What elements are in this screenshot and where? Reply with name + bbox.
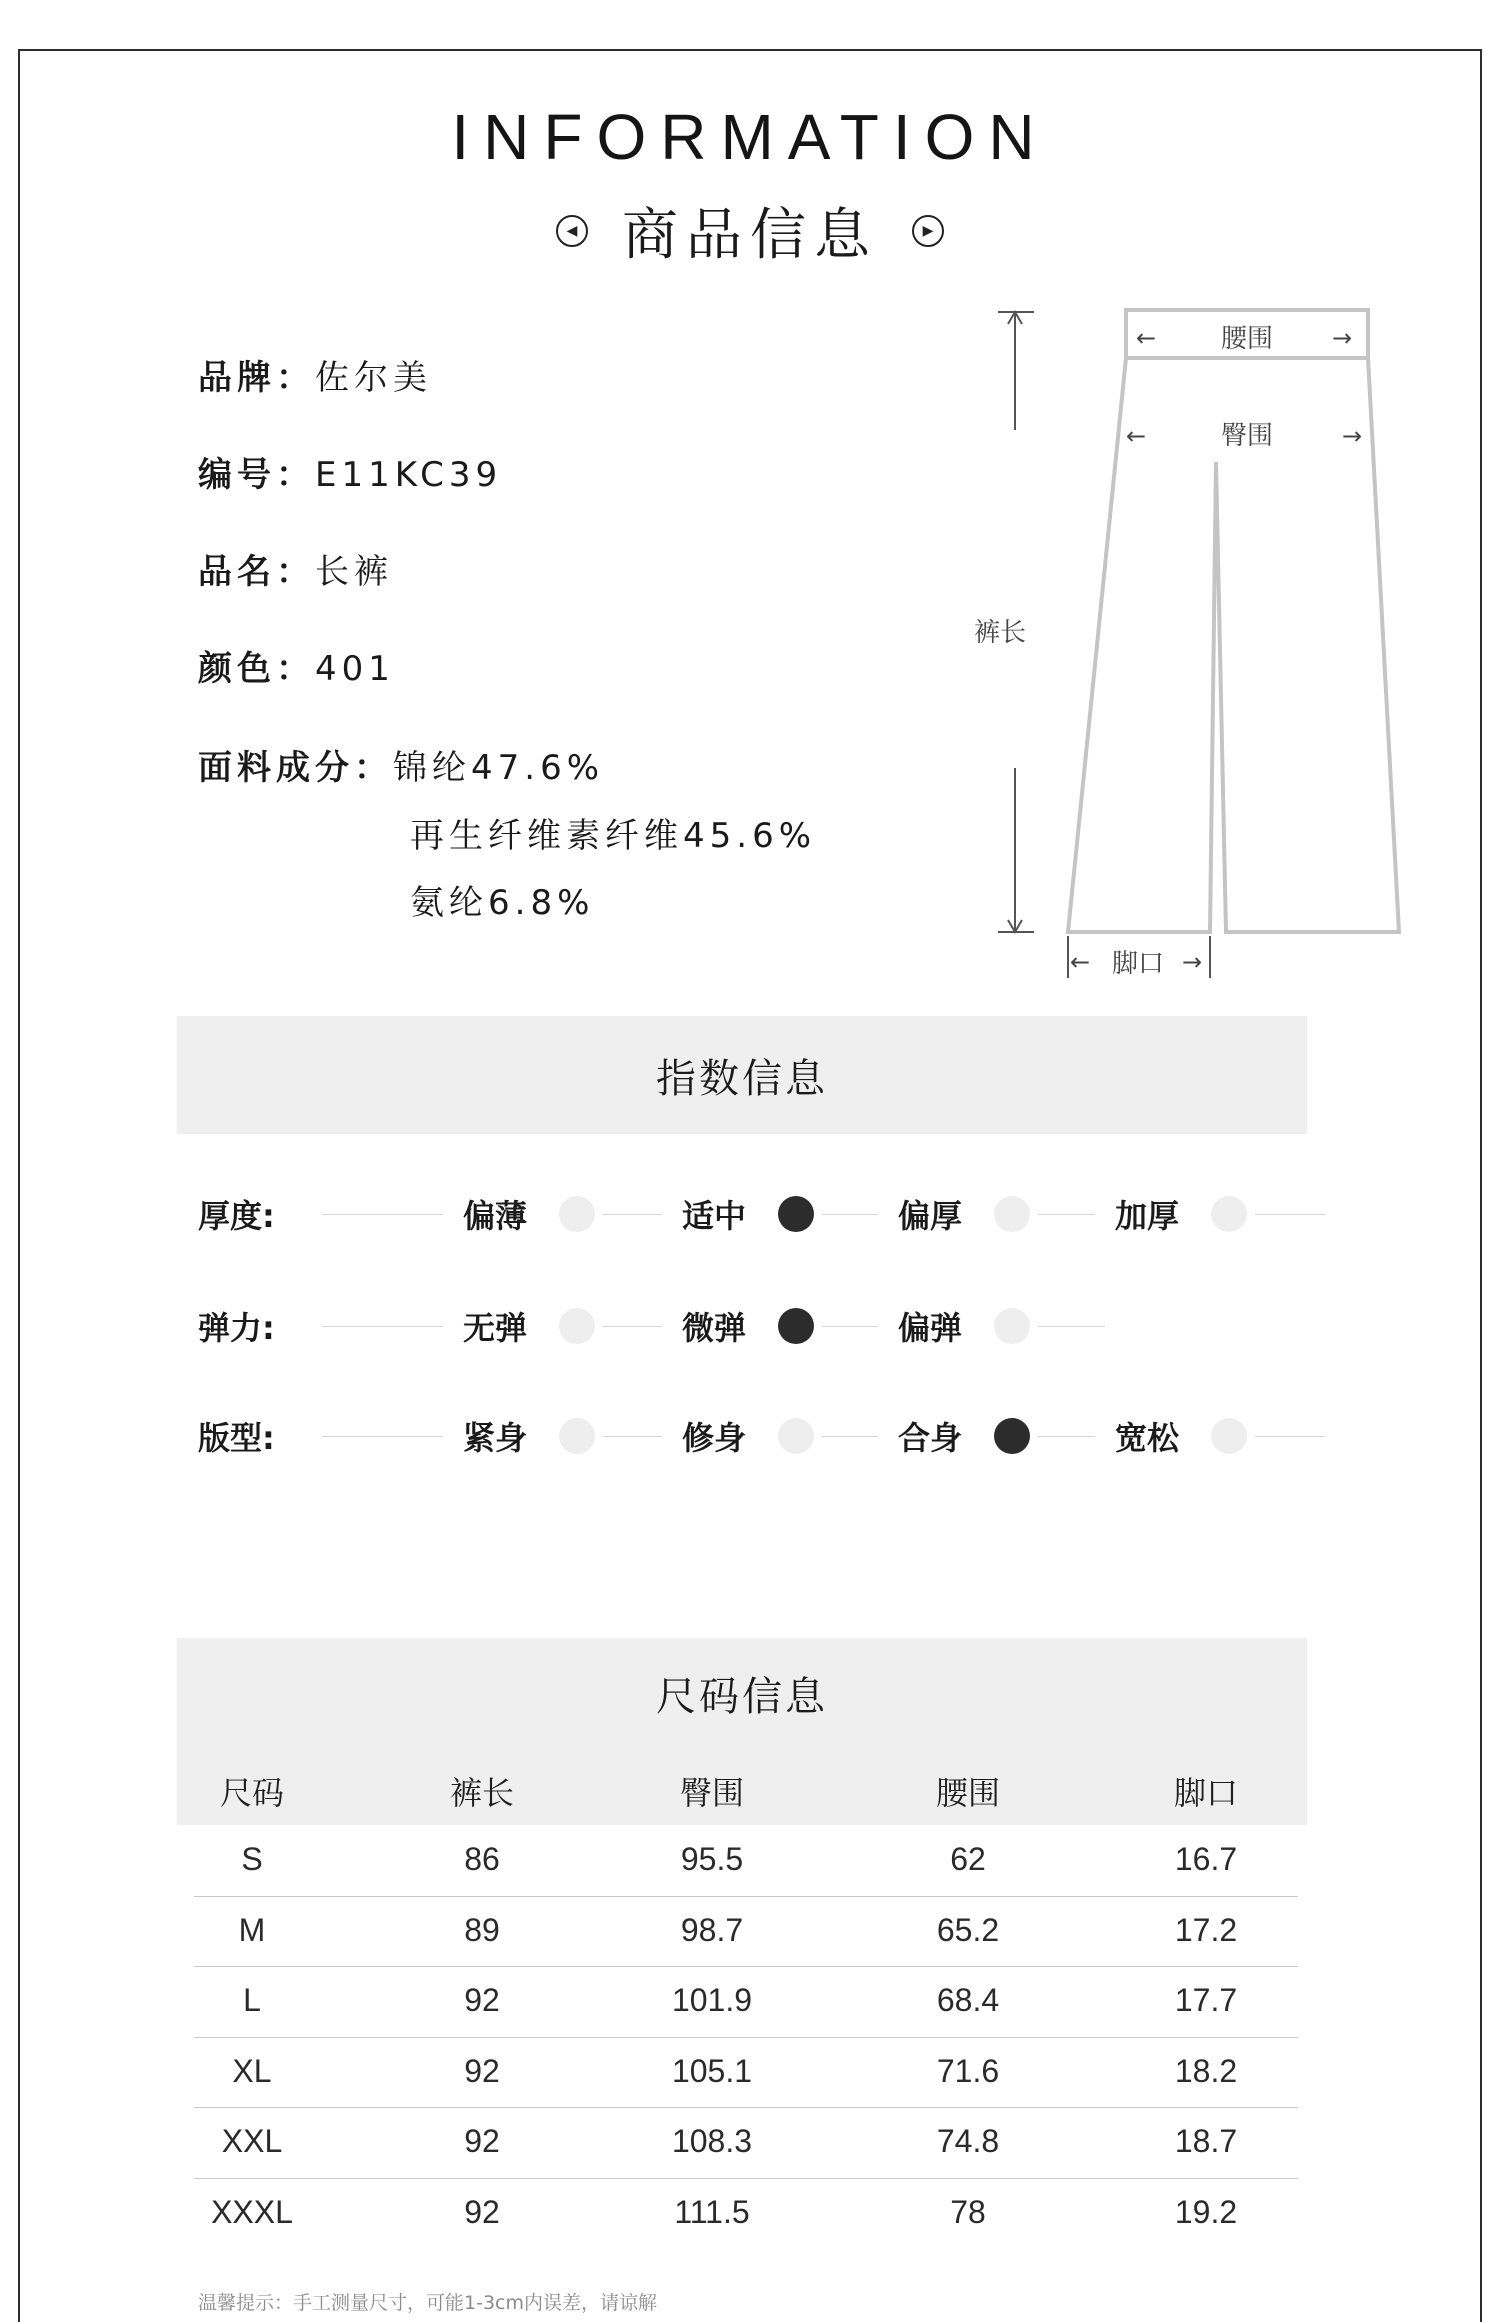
index-row [0, 1406, 1500, 1466]
index-row [0, 1184, 1500, 1244]
name-row [198, 544, 393, 593]
index-connector-line [322, 1436, 443, 1437]
fabric-line-2: 再生纤维素纤维45.6% [410, 816, 817, 856]
index-option [463, 1191, 595, 1237]
size-table-cell: S [241, 1841, 263, 1877]
hip-arrow-right: → [1342, 422, 1363, 450]
index-option-label: 偏厚 [898, 1197, 963, 1235]
size-table-cell: 65.2 [936, 1911, 1000, 1948]
size-table-cell: 98.7 [680, 1911, 744, 1948]
color-key: 颜色： [198, 649, 315, 689]
index-row [0, 1296, 1500, 1356]
hip-label: 臀围 [1220, 421, 1274, 451]
code-key: 编号： [198, 455, 315, 495]
index-connector-line [603, 1214, 662, 1215]
size-table-cell: 18.7 [1174, 2123, 1238, 2160]
index-option [682, 1413, 814, 1459]
size-table-cell: 62 [950, 1841, 986, 1877]
index-connector-line [1255, 1214, 1325, 1215]
index-row-label: 版型: [198, 1419, 275, 1457]
unselected-dot-icon [1211, 1418, 1247, 1454]
color-value: 401 [315, 649, 395, 689]
size-table-header-cell: 裤长 [449, 1774, 514, 1812]
color-row [198, 641, 395, 690]
unselected-dot-icon [994, 1196, 1030, 1232]
size-table-cell: XXL [221, 2123, 283, 2160]
left-arrow-icon: ◀ [556, 215, 588, 247]
size-table-cell: M [238, 1911, 266, 1948]
unselected-dot-icon [778, 1418, 814, 1454]
fabric-row [198, 740, 604, 789]
size-table-cell: 92 [464, 2123, 500, 2160]
name-value: 长裤 [315, 552, 393, 592]
code-row [198, 447, 502, 496]
size-table-cell: 89 [464, 1911, 500, 1948]
index-connector-line [603, 1436, 662, 1437]
size-table-row-divider [194, 2037, 1298, 2038]
size-table-row-divider [194, 2107, 1298, 2108]
title-chinese-wrap [0, 196, 1500, 266]
size-table-cell: 92 [464, 1982, 500, 2019]
title-english: INFORMATION [451, 101, 1049, 173]
index-connector-line [322, 1214, 443, 1215]
size-table-cell: 105.1 [671, 2052, 753, 2089]
size-table-cell: 101.9 [671, 1982, 753, 2019]
index-row-label: 厚度: [198, 1197, 275, 1235]
index-option [463, 1413, 595, 1459]
unselected-dot-icon [994, 1308, 1030, 1344]
hem-arrow-right: → [1182, 948, 1203, 976]
index-option-label: 加厚 [1115, 1197, 1180, 1235]
code-value: E11KC39 [315, 455, 503, 495]
hem-label: 脚口 [1111, 949, 1165, 979]
measurement-note: 温馨提示：手工测量尺寸，可能1-3cm内误差，请谅解 [198, 2292, 657, 2314]
size-table-cell: XXXL [211, 2194, 293, 2230]
right-arrow-icon: ▶ [912, 215, 944, 247]
size-table-header-cell: 臀围 [679, 1774, 744, 1812]
index-connector-line [1038, 1436, 1095, 1437]
size-table-cell: 108.3 [671, 2123, 753, 2160]
size-table-cell: 19.2 [1174, 2194, 1238, 2230]
index-connector-line [603, 1326, 662, 1327]
size-table-cell: 74.8 [936, 2123, 1000, 2160]
title-chinese: 商品信息 [622, 203, 878, 268]
size-table-row-divider [194, 1896, 1298, 1897]
index-connector-line [822, 1436, 878, 1437]
size-table-cell: XL [232, 2052, 272, 2089]
waist-label: 腰围 [1220, 324, 1274, 354]
selected-dot-icon [994, 1418, 1030, 1454]
index-option [682, 1303, 814, 1349]
index-option-label: 偏弹 [898, 1309, 963, 1347]
size-table-cell: 16.7 [1174, 1841, 1238, 1877]
selected-dot-icon [778, 1308, 814, 1344]
index-row-label: 弹力: [198, 1309, 275, 1347]
index-option-label: 无弹 [463, 1309, 528, 1347]
length-label: 裤长 [973, 618, 1027, 648]
index-option [898, 1413, 1030, 1459]
size-table-row-divider [194, 2178, 1298, 2179]
index-connector-line [822, 1326, 878, 1327]
index-option-label: 合身 [898, 1419, 963, 1457]
size-table-cell: 17.7 [1174, 1982, 1238, 2019]
waist-arrow-left: ← [1136, 324, 1157, 352]
size-table-cell: 92 [464, 2052, 500, 2089]
unselected-dot-icon [559, 1196, 595, 1232]
trousers-diagram [970, 296, 1410, 996]
size-table-cell: 111.5 [674, 2194, 750, 2230]
name-key: 品名： [198, 552, 315, 592]
size-table-cell: 78 [950, 2194, 986, 2230]
waist-arrow-right: → [1332, 324, 1353, 352]
index-option [898, 1191, 1030, 1237]
index-connector-line [1038, 1214, 1095, 1215]
brand-value: 佐尔美 [315, 358, 432, 398]
index-section-header: 指数信息 [177, 1016, 1307, 1134]
index-option-label: 修身 [682, 1419, 747, 1457]
size-table-row-divider [194, 1966, 1298, 1967]
size-table-cell: 92 [464, 2194, 500, 2230]
index-option [1115, 1413, 1247, 1459]
unselected-dot-icon [559, 1308, 595, 1344]
index-option [463, 1303, 595, 1349]
size-table-cell: 95.5 [680, 1841, 744, 1877]
selected-dot-icon [778, 1196, 814, 1232]
index-option [682, 1191, 814, 1237]
fabric-key: 面料成分： [198, 748, 393, 788]
size-table-cell: 86 [464, 1841, 500, 1877]
index-connector-line [822, 1214, 878, 1215]
size-table-header-cell: 腰围 [935, 1774, 1000, 1812]
index-option-label: 偏薄 [463, 1197, 528, 1235]
size-table-cell: 17.2 [1174, 1911, 1238, 1948]
index-option-label: 宽松 [1115, 1419, 1180, 1457]
size-table-cell: 71.6 [936, 2052, 1000, 2089]
unselected-dot-icon [559, 1418, 595, 1454]
size-table-cell: 18.2 [1174, 2052, 1238, 2089]
size-table-header-cell: 尺码 [219, 1774, 284, 1812]
index-option-label: 紧身 [463, 1419, 528, 1457]
brand-row [198, 350, 432, 399]
fabric-line-1: 锦纶47.6% [393, 748, 605, 788]
index-option [1115, 1191, 1247, 1237]
size-table-cell: 68.4 [936, 1982, 1000, 2019]
fabric-line-3: 氨纶6.8% [410, 883, 595, 923]
index-connector-line [1038, 1326, 1105, 1327]
hip-arrow-left: ← [1126, 422, 1147, 450]
index-option-label: 适中 [682, 1197, 747, 1235]
index-connector-line [1255, 1436, 1325, 1437]
brand-key: 品牌： [198, 358, 315, 398]
index-option [898, 1303, 1030, 1349]
unselected-dot-icon [1211, 1196, 1247, 1232]
size-table-header [177, 1740, 1307, 1825]
index-option-label: 微弹 [682, 1309, 747, 1347]
size-table-cell: L [243, 1982, 261, 2019]
index-connector-line [322, 1326, 443, 1327]
size-table-header-cell: 脚口 [1173, 1774, 1238, 1812]
hem-arrow-left: ← [1070, 948, 1091, 976]
size-section-header: 尺码信息 [177, 1638, 1307, 1748]
